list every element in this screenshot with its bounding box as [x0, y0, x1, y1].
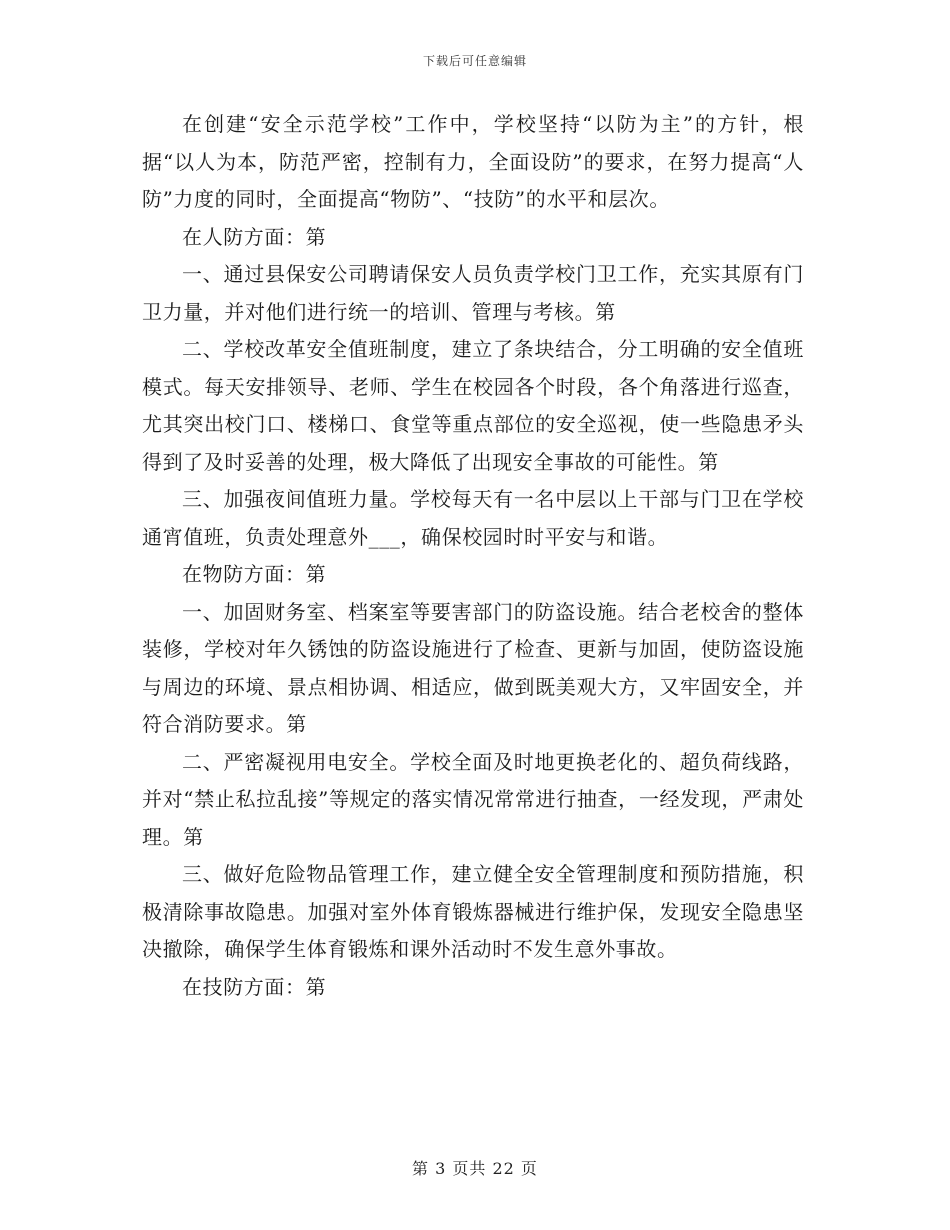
- paragraph-renfang-1: 一、通过县保安公司聘请保安人员负责学校门卫工作，充实其原有门卫力量，并对他们进行统一的培训、管理与考核。第: [142, 262, 804, 324]
- paragraph-wufang-heading: 在物防方面：第: [182, 562, 327, 586]
- paragraph-wufang-1: 一、加固财务室、档案室等要害部门的防盗设施。结合老校舍的整体装修，学校对年久锈蚀的防盗设施进行了检查、更新与加固，使防盗设施与周边的环境、景点相协调、相适应，做到既美观大方，又牢固安全，并符合消防要求。第: [142, 599, 804, 736]
- paragraph-intro: 在创建“安全示范学校”工作中，学校坚持“以防为主”的方针，根据“以人为本，防范严密，控制有力，全面设防”的要求，在努力提高“人防”力度的同时，全面提高“物防”、“技防”的水平和层次。: [142, 112, 804, 211]
- page-number-footer: 第 3 页共 22 页: [412, 1159, 538, 1178]
- paragraph-wufang-2: 二、严密凝视用电安全。学校全面及时地更换老化的、超负荷线路，并对“禁止私拉乱接”等规定的落实情况常常进行抽查，一经发现，严肃处理。第: [142, 749, 804, 849]
- paragraph-renfang-heading: 在人防方面：第: [182, 224, 327, 249]
- paragraph-renfang-3: 三、加强夜间值班力量。学校每天有一名中层以上干部与门卫在学校通宵值班，负责处理意外___，确保校园时时平安与和谐。: [142, 487, 804, 549]
- paragraph-jifang-heading: 在技防方面：第: [182, 974, 327, 999]
- page-header: 下载后可任意编辑: [422, 54, 527, 68]
- paragraph-renfang-2: 二、学校改革安全值班制度，建立了条块结合，分工明确的安全值班模式。每天安排领导、老师、学生在校园各个时段，各个角落进行巡查，尤其突出校门口、楼梯口、食堂等重点部位的安全巡视，使一些隐患矛头得到了及时妥善的处理，极大降低了出现安全事故的可能性。第: [142, 337, 804, 474]
- document-body: [142, 106, 804, 1006]
- paragraph-wufang-3: 三、做好危险物品管理工作，建立健全安全管理制度和预防措施，积极清除事故隐患。加强对室外体育锻炼器械进行维护保，发现安全隐患坚决撤除，确保学生体育锻炼和课外活动时不发生意外事故。: [142, 862, 804, 961]
